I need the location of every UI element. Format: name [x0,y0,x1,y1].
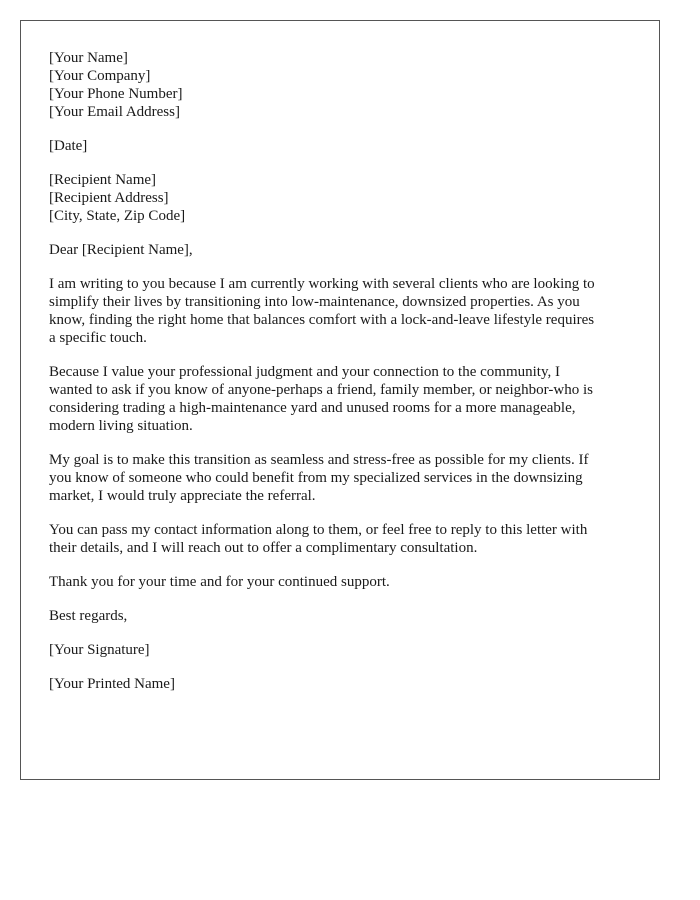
signature-block [49,641,631,659]
sender-email: [Your Email Address] [49,104,180,120]
paragraph-line: You can pass my contact information along to them, or feel free to reply to this letter with [49,522,588,538]
paragraph-line: Because I value your professional judgment and your connection to the community, I [49,364,560,380]
paragraph-line: market, I would truly appreciate the referral. [49,488,316,504]
closing-text: Best regards, [49,608,128,624]
body-paragraph-4 [49,521,631,557]
paragraph-line: you know of someone who could benefit from my specialized services in the downsizing [49,470,583,486]
sender-block [49,49,631,121]
sender-phone: [Your Phone Number] [49,86,183,102]
paragraph-line: know, finding the right home that balances comfort with a lock-and-leave lifestyle requires [49,312,595,328]
paragraph-line: considering trading a high-maintenance yard and unused rooms for a more manageable, [49,400,576,416]
body-paragraph-3 [49,451,631,505]
recipient-name: [Recipient Name] [49,172,157,188]
body-paragraph-1 [49,275,631,347]
printed-name-placeholder: [Your Printed Name] [49,676,175,692]
salutation-text: Dear [Recipient Name], [49,242,193,258]
body-paragraph-2 [49,363,631,435]
paragraph-line: I am writing to you because I am currently working with several clients who are looking to [49,276,595,292]
printed-name-block [49,675,631,693]
paragraph-line: modern living situation. [49,418,193,434]
body-paragraph-5 [49,573,631,591]
sender-company: [Your Company] [49,68,151,84]
signature-placeholder: [Your Signature] [49,642,150,658]
recipient-city-state-zip: [City, State, Zip Code] [49,208,186,224]
recipient-address: [Recipient Address] [49,190,169,206]
paragraph-line: simplify their lives by transitioning into low-maintenance, downsized properties. As you [49,294,580,310]
paragraph-line: a specific touch. [49,330,147,346]
paragraph-line: wanted to ask if you know of anyone-perhaps a friend, family member, or neighbor-who is [49,382,593,398]
paragraph-line: Thank you for your time and for your continued support. [49,574,390,590]
letter-page [20,20,660,780]
paragraph-line: My goal is to make this transition as seamless and stress-free as possible for my clients. If [49,452,589,468]
closing [49,607,631,625]
date-block [49,137,631,155]
salutation [49,241,631,259]
letter-date: [Date] [49,138,88,154]
sender-name: [Your Name] [49,50,128,66]
recipient-block [49,171,631,225]
paragraph-line: their details, and I will reach out to offer a complimentary consultation. [49,540,478,556]
